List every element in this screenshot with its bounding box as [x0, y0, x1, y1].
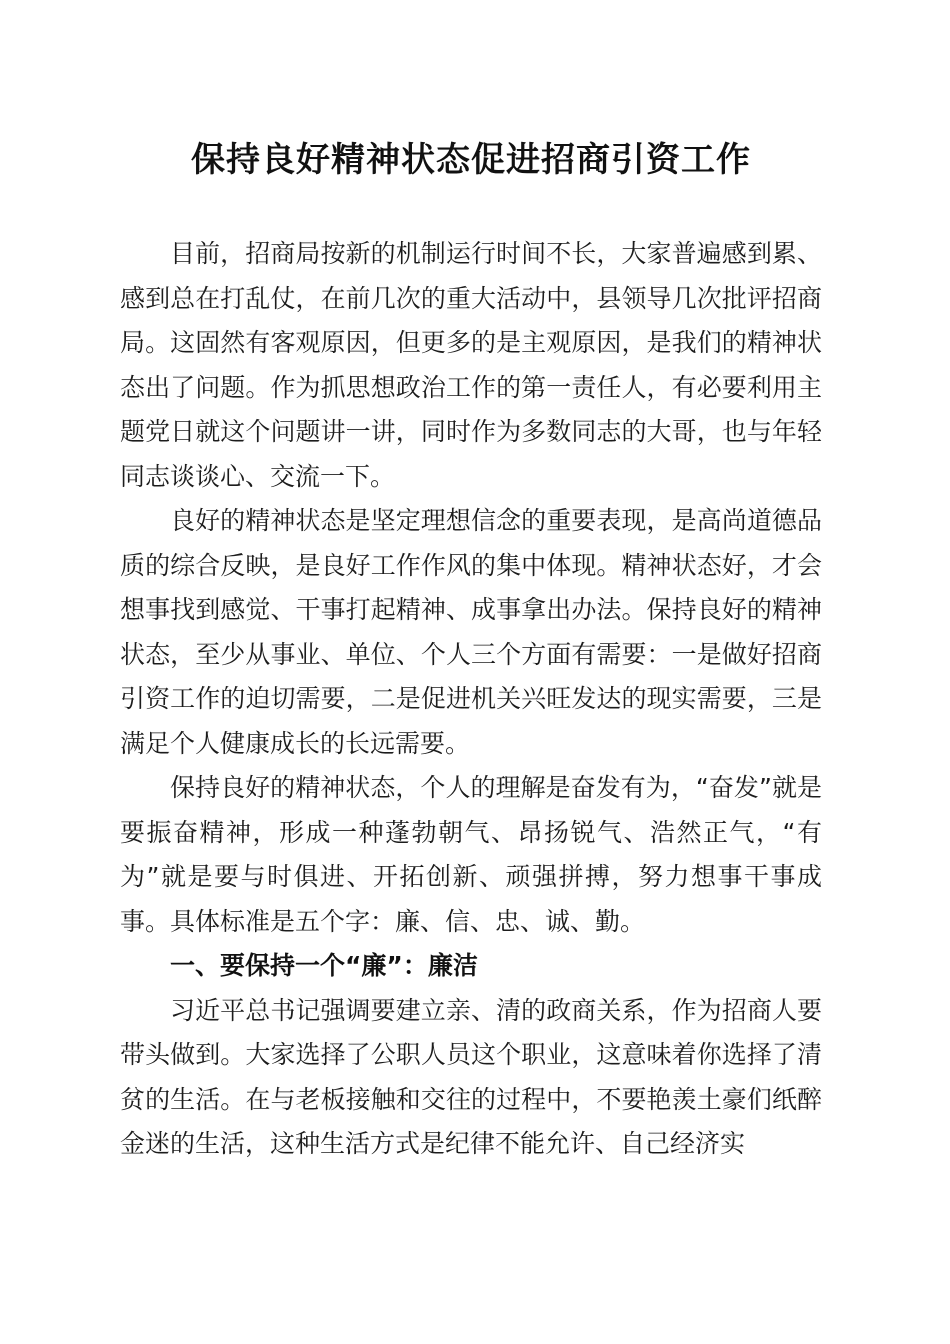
- document-body: [120, 232, 822, 1167]
- paragraph-standards: 保持良好的精神状态，个人的理解是奋发有为，“奋发”就是要振奋精神，形成一种蓬勃朝气、昂扬锐气、浩然正气，“有为”就是要与时俱进、开拓创新、顽强拼搏，努力想事干事成事。具体标准是五个字：廉、信、忠、诚、勤。: [120, 773, 822, 936]
- paragraph-integrity: 习近平总书记强调要建立亲、清的政商关系，作为招商人要带头做到。大家选择了公职人员这个职业，这意味着你选择了清贫的生活。在与老板接触和交往的过程中，不要艳羡土豪们纸醉金迷的生活，这种生活方式是纪律不能允许、自己经济实: [120, 995, 822, 1158]
- paragraph-intro: 目前，招商局按新的机制运行时间不长，大家普遍感到累、感到总在打乱仗，在前几次的重大活动中，县领导几次批评招商局。这固然有客观原因，但更多的是主观原因，是我们的精神状态出了问题。作为抓思想政治工作的第一责任人，有必要利用主题党日就这个问题讲一讲，同时作为多数同志的大哥，也与年轻同志谈谈心、交流一下。: [120, 239, 822, 491]
- document-title: 保持良好精神状态促进招商引资工作: [191, 140, 751, 180]
- section-heading-integrity: 一、要保持一个“廉”：廉洁: [170, 951, 478, 980]
- paragraph-importance: 良好的精神状态是坚定理想信念的重要表现，是高尚道德品质的综合反映，是良好工作作风的集中体现。精神状态好，才会想事找到感觉、干事打起精神、成事拿出办法。保持良好的精神状态，至少从事业、单位、个人三个方面有需要：一是做好招商引资工作的迫切需要，二是促进机关兴旺发达的现实需要，三是满足个人健康成长的长远需要。: [120, 506, 822, 758]
